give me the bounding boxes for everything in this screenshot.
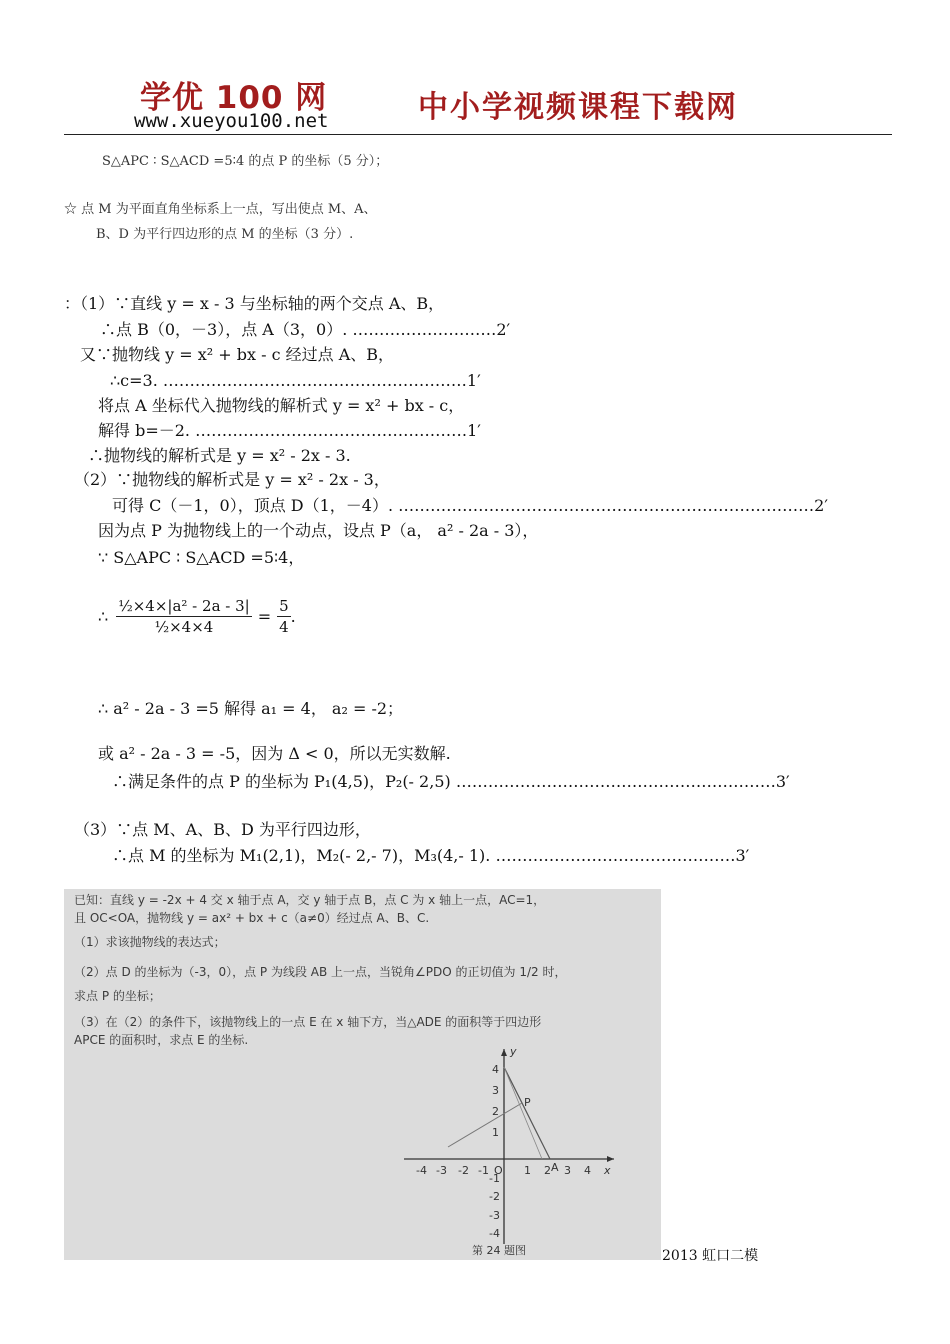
- solution-line-11: ∵ S△APC ∶ S△ACD =5∶4，: [98, 548, 305, 567]
- y-tick-label: 2: [492, 1105, 499, 1118]
- site-url[interactable]: www.xueyou100.net: [134, 110, 329, 132]
- x-tick-label: 1: [524, 1164, 531, 1177]
- x-tick-label: -1: [478, 1164, 489, 1177]
- x-tick-label: 4: [584, 1164, 591, 1177]
- question-part3-line2: B、D 为平行四边形的点 M 的坐标（3 分）.: [96, 227, 354, 242]
- point-a-label: A: [551, 1161, 559, 1174]
- question-part3-line1: ☆ 点 M 为平面直角坐标系上一点，写出使点 M、A、: [64, 202, 377, 217]
- therefore-symbol: ∴: [98, 606, 109, 626]
- y-tick-label: 4: [492, 1063, 499, 1076]
- x-tick-label: 3: [564, 1164, 571, 1177]
- solution-line-15: ∴满足条件的点 P 的坐标为 P₁(4,5)，P₂(- 2,5) ……………………………………………………3′: [112, 772, 790, 791]
- y-tick-label: 3: [492, 1084, 499, 1097]
- solution-line-4: ∴c=3. …………………………………………………1′: [110, 371, 481, 390]
- solution-line-9: 可得 C（－1，0），顶点 D（1，－4）. ……………………………………………………………………2′: [112, 496, 828, 515]
- solution-fraction-equation: ∴ $\frac{\text{½×4×|a² - 2a - 3|}}{\text{½×4×4}}$ = $\frac{5}{4}$ .: [98, 597, 296, 636]
- equals-sign: =: [257, 606, 272, 626]
- solution-line-13: ∴ a² - 2a - 3 =5 解得 a₁ = 4， a₂ = -2；: [98, 699, 404, 718]
- solution-line-1: ：（1）∵直线 y = x - 3 与坐标轴的两个交点 A、B，: [64, 294, 445, 313]
- fraction-right-denominator: 4: [279, 618, 289, 636]
- line-ab: [504, 1067, 550, 1159]
- photo-line-4: （2）点 D 的坐标为（-3，0），点 P 为线段 AB 上一点，当锐角∠PDO 的正切值为 1/2 时，: [74, 965, 567, 979]
- x-axis-arrow: [607, 1156, 614, 1162]
- solution-line-7: ∴抛物线的解析式是 y = x² - 2x - 3.: [88, 446, 351, 465]
- source-caption: 2013 虹口二模: [662, 1248, 759, 1264]
- y-tick-label: -4: [489, 1227, 500, 1240]
- site-logo: 学优 100 网: [140, 80, 328, 116]
- figure-caption: 第 24 题图: [472, 1244, 526, 1257]
- solution-line-17: ∴点 M 的坐标为 M₁(2,1)，M₂(- 2,- 7)，M₃(4,- 1). ………………………………………3′: [112, 846, 750, 865]
- fraction-left: [116, 596, 252, 637]
- photo-line-6: （3）在（2）的条件下，该抛物线上的一点 E 在 x 轴下方，当△ADE 的面积等于四边形: [74, 1015, 542, 1029]
- solution-line-2: ∴点 B（0，－3），点 A（3，0）. ………………………2′: [100, 320, 511, 339]
- y-tick-label: 1: [492, 1126, 499, 1139]
- solution-line-16: （3）∵点 M、A、B、D 为平行四边形，: [74, 820, 371, 839]
- solution-line-14: 或 a² - 2a - 3 = -5，因为 Δ < 0，所以无实数解.: [98, 744, 451, 763]
- y-tick-label: -3: [489, 1209, 500, 1222]
- question-ratio-line: S△APC ∶ S△ACD =5∶4 的点 P 的坐标（5 分）；: [102, 154, 389, 169]
- origin-label: O: [494, 1164, 503, 1177]
- y-tick-label: -1: [489, 1172, 500, 1185]
- solution-line-10: 因为点 P 为抛物线上的一个动点，设点 P（a， a² - 2a - 3），: [98, 521, 539, 540]
- solution-line-6: 解得 b=－2. ……………………………………………1′: [98, 421, 481, 440]
- point-p-label: P: [524, 1096, 531, 1109]
- x-tick-label: -4: [416, 1164, 427, 1177]
- fraction-left-denominator: ½×4×4: [154, 618, 214, 636]
- header-divider: [64, 134, 892, 135]
- photo-line-7: APCE 的面积时，求点 E 的坐标.: [74, 1033, 249, 1047]
- x-tick-label: -3: [436, 1164, 447, 1177]
- photo-line-1: 已知：直线 y = -2x + 4 交 x 轴于点 A，交 y 轴于点 B，点 C 为 x 轴上一点，AC=1，: [74, 893, 546, 907]
- solution-line-8: （2）∵抛物线的解析式是 y = x² - 2x - 3，: [74, 470, 390, 489]
- problem-photo: [64, 889, 661, 1260]
- x-tick-label: -2: [458, 1164, 469, 1177]
- photo-line-5: 求点 P 的坐标；: [74, 989, 161, 1003]
- photo-line-2: 且 OC<OA，抛物线 y = ax² + bx + c（a≠0）经过点 A、B、C.: [74, 911, 430, 925]
- y-axis-arrow: [501, 1049, 507, 1056]
- line-dp: [448, 1103, 522, 1147]
- photo-line-3: （1）求该抛物线的表达式；: [74, 935, 226, 949]
- solution-line-3: 又∵抛物线 y = x² + bx - c 经过点 A、B，: [80, 345, 395, 364]
- y-tick-label: -2: [489, 1190, 500, 1203]
- fraction-left-numerator: ½×4×|a² - 2a - 3|: [118, 597, 250, 615]
- fraction-right: [277, 596, 291, 637]
- fraction-right-numerator: 5: [279, 597, 289, 615]
- coordinate-figure: [64, 889, 661, 1260]
- x-axis-label: x: [604, 1164, 611, 1177]
- solution-line-5: 将点 A 坐标代入抛物线的解析式 y = x² + bx - c，: [98, 396, 465, 415]
- sketch-line: [504, 1067, 542, 1159]
- site-slogan: 中小学视频课程下载网: [418, 90, 738, 125]
- x-tick-label: 2: [544, 1164, 551, 1177]
- y-axis-label: y: [510, 1045, 517, 1058]
